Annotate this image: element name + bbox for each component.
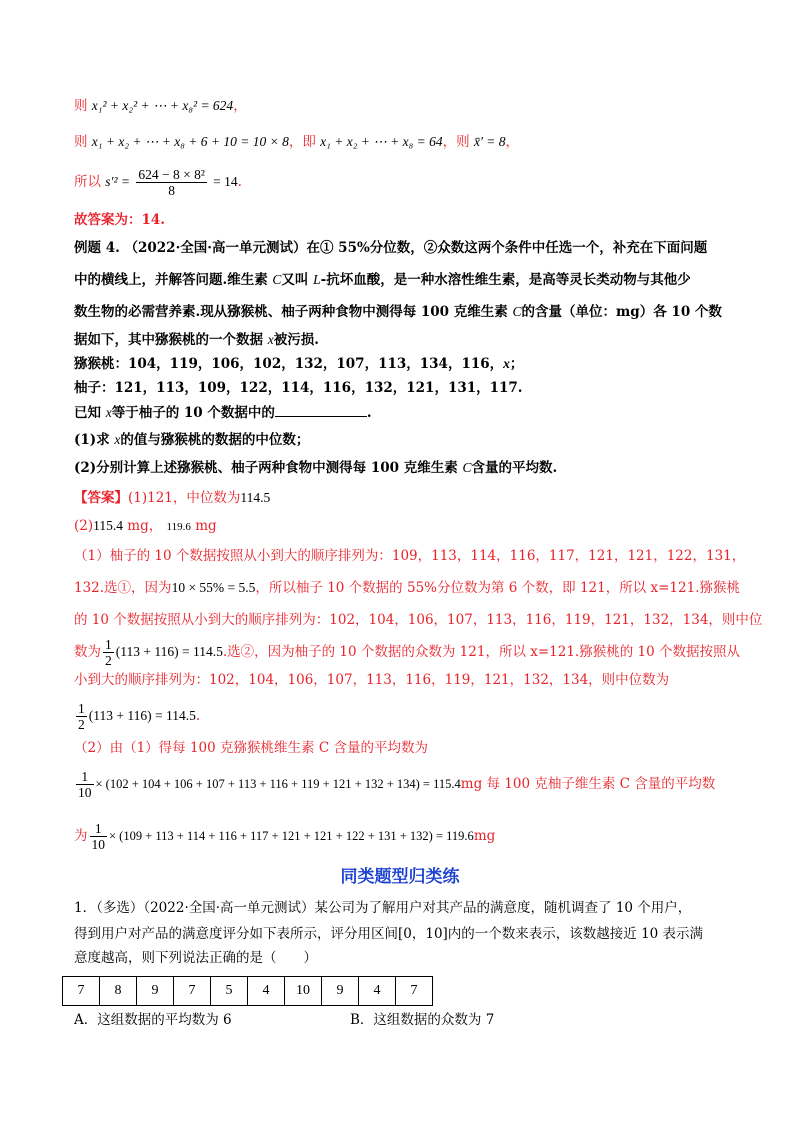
numerator: 624 − 8 × 8² (138, 167, 205, 182)
symbol: L (313, 272, 321, 287)
fraction (136, 167, 207, 198)
table-cell: 9 (137, 977, 174, 1006)
solution-line (74, 636, 740, 668)
equation: x₁ + x₂ + ⋯ + x₈ + 6 + 10 = 10 × 8 (91, 134, 289, 149)
section-title: 同类题型归类练 (340, 867, 460, 887)
text: 数生物的必需营养素.现从猕猴桃、柚子两种食物中测得每 100 克维生素 (74, 304, 508, 320)
solution-line (74, 578, 740, 598)
fill-in-blank (275, 402, 367, 417)
symbol: C (272, 272, 282, 287)
text: 中的横线上，并解答问题.维生素 (74, 272, 268, 288)
table-cell: 4 (359, 977, 396, 1006)
table-cell: 5 (211, 977, 248, 1006)
question-1 (74, 430, 309, 450)
fraction (76, 769, 94, 800)
numerator: 1 (90, 821, 108, 837)
table-cell: 7 (63, 977, 100, 1006)
example4-line-2 (74, 270, 691, 290)
symbol: x (114, 432, 121, 447)
example-source: （2022·全国·高一单元测试） (124, 240, 307, 256)
text: . (366, 405, 372, 421)
denominator: 2 (105, 653, 112, 668)
option-a: A．这组数据的平均数为 6 (74, 1012, 232, 1028)
text: 已知 (74, 405, 101, 421)
symbol: x (503, 356, 510, 371)
equation: (113 + 116) = 114.5 (115, 644, 223, 659)
numerator: 1 (76, 769, 94, 785)
symbol: C (512, 304, 522, 319)
equation: (113 + 116) = 114.5 (88, 708, 196, 723)
kiwi-data (74, 354, 523, 374)
symbol: x (105, 405, 112, 420)
unit: mg (195, 518, 217, 534)
text: (1)求 (74, 432, 110, 448)
numerator: 1 (105, 637, 112, 652)
table-cell: 10 (285, 977, 322, 1006)
option-b: B．这组数据的众数为 7 (350, 1012, 495, 1028)
text: (2) (74, 518, 94, 534)
text: ； (509, 356, 524, 372)
text: 据如下，其中猕猴桃的一个数据 (74, 332, 263, 348)
table-cell: 8 (100, 977, 137, 1006)
equation: = 14 (213, 174, 238, 189)
text: ，即 (288, 134, 316, 150)
equation: × (109 + 113 + 114 + 116 + 117 + 121 + 121 + 122 + 131 + 132) = 119.6 (109, 829, 474, 843)
solution-line-3 (74, 166, 242, 198)
known-line (74, 402, 372, 423)
text: mg 每 100 克柚子维生素 C 含量的平均数 (460, 776, 716, 792)
fraction (76, 701, 87, 732)
text: (2)分别计算上述猕猴桃、柚子两种食物中测得每 100 克维生素 (74, 460, 458, 476)
answer-line: 故答案为：14. (74, 212, 165, 228)
text: . (237, 174, 242, 190)
answer-1 (74, 488, 270, 508)
exercise-text: 1．（多选）（2022·全国·高一单元测试）某公司为了解用户对其产品的满意度，随机调查了 10 个用户， (74, 900, 692, 916)
answer-tag: 【答案】 (74, 490, 128, 506)
equation: s′² = (105, 174, 131, 189)
equation: x₁² + x₂² + ⋯ + x₈² = 624 (91, 98, 234, 113)
text: 猕猴桃：104，119，106，102，132，107，113，134，116， (74, 356, 504, 372)
text: 被污损. (273, 332, 319, 348)
text: ，则 (442, 134, 470, 150)
equation: 10 × 55% = 5.5 (171, 580, 256, 595)
question-2 (74, 458, 557, 478)
equation: x̄′ = 8 (473, 134, 506, 149)
example4-line-3 (74, 302, 722, 322)
text: 等于柚子的 10 个数据中的 (111, 405, 275, 421)
text: 所以 (74, 174, 101, 190)
solution-line: （1）柚子的 10 个数据按照从小到大的顺序排列为：109，113，114，116，117，121，121，122，131， (74, 548, 746, 564)
denominator: 10 (91, 837, 105, 852)
table-cell: 7 (396, 977, 433, 1006)
value: 119.6 (166, 521, 191, 533)
text: ，所以柚子 10 个数据的 55%分位数为第 6 个数，即 121，所以 x=121.猕猴桃 (255, 580, 740, 596)
denominator: 10 (78, 785, 92, 800)
symbol: C (462, 460, 472, 475)
solution-line: （2）由（1）得每 100 克猕猴桃维生素 C 含量的平均数为 (74, 740, 428, 756)
text: 的含量（单位：mg）各 10 个数 (521, 304, 722, 320)
text: ， (233, 98, 247, 114)
exercise-text: 意度越高，则下列说法正确的是（ ） (74, 950, 317, 966)
denominator: 2 (78, 717, 85, 732)
table-cell: 7 (174, 977, 211, 1006)
numerator: 1 (78, 701, 85, 716)
text: ， (505, 134, 520, 150)
denominator: 8 (168, 183, 175, 198)
symbol: x (267, 332, 274, 347)
solution-line-1 (74, 96, 247, 116)
pomelo-data: 柚子：121，113，109，122，114，116，132，121，131，117. (74, 380, 523, 396)
exercise-text: 得到用户对产品的满意度评分如下表所示，评分用区间[0，10]内的一个数来表示，该数越接近 10 表示满 (74, 926, 704, 942)
solution-line-2 (74, 132, 519, 152)
text: 的值与猕猴桃的数据的中位数； (120, 432, 310, 448)
text: 又叫 (281, 272, 309, 288)
unit: mg (473, 828, 496, 844)
equation: x₁ + x₂ + ⋯ + x₈ = 64 (320, 134, 443, 149)
table-row (63, 977, 433, 1006)
fraction (103, 637, 114, 668)
text: 则 (74, 98, 88, 114)
text: .选②，因为柚子的 10 个数据的众数为 121，所以 x=121.猕猴桃的 10 个数据按照从 (222, 644, 740, 660)
solution-line: 小到大的顺序排列为：102，104，106，107，113，116，119，121，132，134，则中位数为 (74, 672, 670, 688)
text: 在① 55%分位数，②众数这两个条件中任选一个，补充在下面问题 (306, 240, 708, 256)
text: . (195, 708, 201, 724)
text: 为 (74, 828, 88, 844)
table-cell: 9 (322, 977, 359, 1006)
table-cell: 4 (248, 977, 285, 1006)
solution-line (74, 820, 495, 852)
fraction (90, 821, 108, 852)
equation: × (102 + 104 + 106 + 107 + 113 + 116 + 119 + 121 + 132 + 134) = 115.4 (95, 777, 461, 791)
answer-2 (74, 516, 217, 537)
example-label: 例题 4. (74, 240, 120, 256)
scores-table (62, 976, 433, 1006)
text: 数为 (74, 644, 101, 660)
solution-line (74, 768, 715, 800)
example4-line-4 (74, 330, 319, 350)
example4-line-1 (74, 238, 707, 258)
solution-line (74, 700, 200, 732)
text: 含量的平均数. (471, 460, 558, 476)
solution-line: 的 10 个数据按照从小到大的顺序排列为：102，104，106，107，113，116，119，121，132，134，则中位 (74, 612, 763, 628)
unit: mg， (127, 518, 163, 534)
value: 115.4 (93, 518, 123, 533)
text: -抗坏血酸，是一种水溶性维生素，是高等灵长类动物与其他少 (320, 272, 691, 288)
text: 则 (74, 134, 88, 150)
value: 114.5 (240, 490, 271, 505)
text: 132.选①，因为 (74, 580, 172, 596)
text: (1)121，中位数为 (128, 490, 241, 506)
